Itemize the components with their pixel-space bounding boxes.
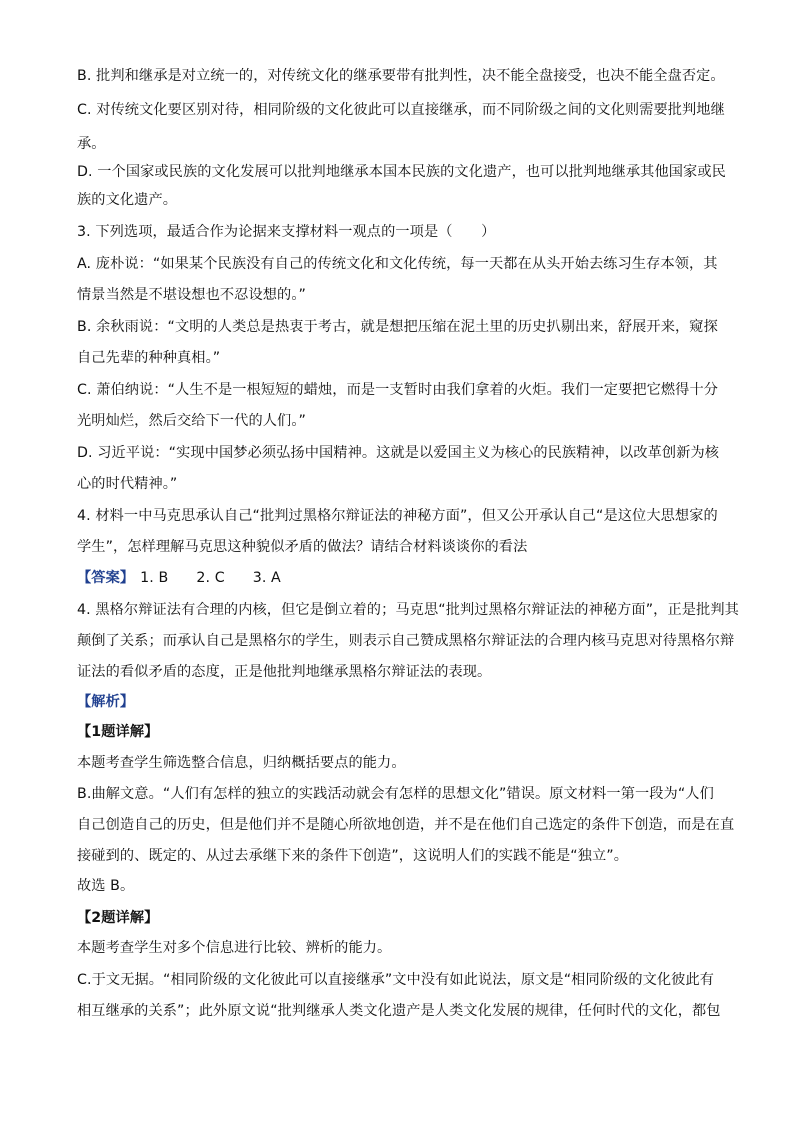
q1-detail-head: 【1题详解】 bbox=[77, 724, 159, 740]
q1-detail-line: B.曲解文意。“人们有怎样的独立的实践活动就会有怎样的思想文化”错误。原文材料一第一段为“人们 bbox=[77, 786, 714, 802]
q1-detail-line: 自己创造自己的历史，但是他们并不是随心所欲地创造，并不是在他们自己选定的条件下创造，而是在直 bbox=[77, 817, 735, 833]
answer-q4-line: 颠倒了关系；而承认自己是黑格尔的学生，则表示自己赞成黑格尔辩证法的合理内核马克思对待黑格尔辩 bbox=[77, 633, 735, 649]
q4-line: 4. 材料一中马克思承认自己“批判过黑格尔辩证法的神秘方面”，但又公开承认自己“是这位大思想家的 bbox=[77, 508, 718, 524]
q1-detail-line: 本题考查学生筛选整合信息，归纳概括要点的能力。 bbox=[77, 755, 406, 771]
q3-line: B. 余秋雨说：“文明的人类总是热衷于考古，就是想把压缩在泥土里的历史扒剔出来，舒展开来，窥探 bbox=[77, 319, 718, 335]
answer-row bbox=[77, 568, 309, 588]
answer-item: 1. B bbox=[140, 570, 169, 586]
analysis-tag: 【解析】 bbox=[77, 694, 135, 710]
option-c-line-1: C. 对传统文化要区别对待，相同阶级的文化彼此可以直接继承，而不同阶级之间的文化则需要批判地继 bbox=[77, 102, 725, 118]
option-b-line: B. 批判和继承是对立统一的，对传统文化的继承要带有批判性，决不能全盘接受，也决不能全盘否定。 bbox=[77, 68, 725, 84]
q1-detail-line: 故选 B。 bbox=[77, 878, 135, 894]
answer-tag: 【答案】 bbox=[77, 570, 135, 586]
answer-q4-line: 4. 黑格尔辩证法有合理的内核，但它是倒立着的；马克思“批判过黑格尔辩证法的神秘方面”，正是批判其 bbox=[77, 602, 739, 618]
q2-detail-line: 本题考查学生对多个信息进行比较、辨析的能力。 bbox=[77, 940, 392, 956]
q4-line: 学生”，怎样理解马克思这种貌似矛盾的做法？请结合材料谈谈你的看法 bbox=[77, 539, 528, 555]
answer-item: 3. A bbox=[252, 570, 281, 586]
q3-stem: 3. 下列选项，最适合作为论据来支撑材料一观点的一项是（ ） bbox=[77, 224, 496, 240]
option-d-line-2: 族的文化遗产。 bbox=[77, 192, 178, 208]
option-c-line-2: 承。 bbox=[77, 136, 106, 152]
q2-detail-line: C.于文无据。“相同阶级的文化彼此可以直接继承”文中没有如此说法，原文是“相同阶级的文化彼此有 bbox=[77, 972, 715, 988]
q3-line: 心的时代精神。” bbox=[77, 476, 178, 492]
q3-line: 情景当然是不堪设想也不忍设想的。” bbox=[77, 287, 306, 303]
q3-line: 自己先辈的种种真相。” bbox=[77, 350, 221, 366]
q3-line: 光明灿烂，然后交给下一代的人们。” bbox=[77, 413, 306, 429]
answer-q4-line: 证法的看似矛盾的态度，正是他批判地继承黑格尔辩证法的表现。 bbox=[77, 664, 492, 680]
option-d-line-1: D. 一个国家或民族的文化发展可以批判地继承本国本民族的文化遗产，也可以批判地继承其他国家或民 bbox=[77, 164, 726, 180]
q1-detail-line: 接碰到的、既定的、从过去承继下来的条件下创造”，这说明人们的实践不能是“独立”。 bbox=[77, 848, 628, 864]
answer-item: 2. C bbox=[196, 570, 225, 586]
q3-line: A. 庞朴说：“如果某个民族没有自己的传统文化和文化传统，每一天都在从头开始去练习生存本领，其 bbox=[77, 256, 718, 272]
q3-line: C. 萧伯纳说：“人生不是一根短短的蜡烛，而是一支暂时由我们拿着的火炬。我们一定要把它燃得十分 bbox=[77, 382, 719, 398]
q3-line: D. 习近平说：“实现中国梦必须弘扬中国精神。这就是以爱国主义为核心的民族精神，以改革创新为核 bbox=[77, 445, 720, 461]
q2-detail-line: 相互继承的关系”；此外原文说“批判继承人类文化遗产是人类文化发展的规律，任何时代的文化，都包 bbox=[77, 1003, 721, 1019]
q2-detail-head: 【2题详解】 bbox=[77, 910, 159, 926]
